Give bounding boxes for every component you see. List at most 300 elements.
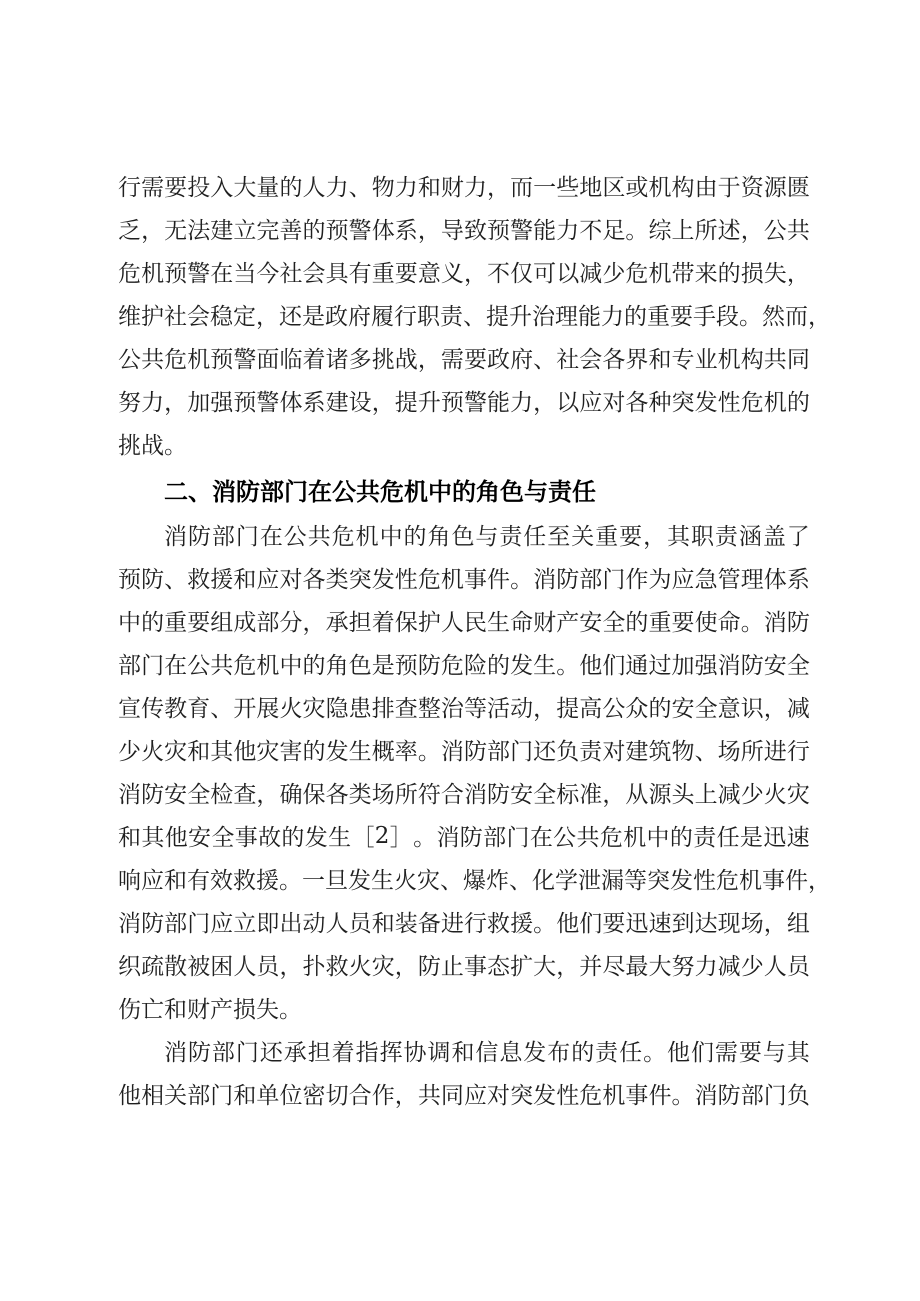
text-line (118, 336, 810, 379)
char: 生 (328, 825, 352, 851)
char: 是 (302, 304, 325, 330)
char: 要 (187, 610, 211, 636)
char: 疏 (141, 954, 165, 980)
char: 迅 (625, 911, 649, 937)
char: 或 (625, 175, 649, 201)
char: 装 (394, 911, 418, 937)
char: 现 (717, 911, 741, 937)
char: 力 (463, 175, 487, 201)
char: 管 (717, 567, 741, 593)
char: 责 (595, 1040, 619, 1066)
char: 机 (187, 347, 211, 373)
char: 应 (141, 868, 164, 894)
char: 。 (671, 1083, 695, 1109)
char: 负 (556, 739, 580, 765)
char: 需 (714, 1040, 738, 1066)
char: 手 (693, 304, 716, 330)
char: 还 (279, 304, 302, 330)
char: 的 (624, 304, 647, 330)
char: 迅 (763, 825, 787, 851)
char: 法 (187, 218, 211, 244)
char: 立 (233, 911, 257, 937)
char: 警 (256, 390, 280, 416)
char: 要 (671, 610, 695, 636)
char: 过 (648, 653, 672, 679)
text-line: 伤亡和财产损失。 (118, 997, 302, 1023)
char: 到 (671, 911, 695, 937)
char: 其 (786, 1040, 810, 1066)
char: 财 (533, 610, 557, 636)
char: 应 (463, 1083, 487, 1109)
char: 所 (694, 218, 718, 244)
text-line (118, 599, 810, 642)
char: 他 (233, 739, 257, 765)
char: 防 (141, 911, 165, 937)
char: 体 (763, 567, 787, 593)
char: 述 (717, 218, 741, 244)
char: 各 (325, 782, 349, 808)
char: 、 (694, 739, 718, 765)
section-heading-fire-department-role (118, 468, 810, 511)
char: 减 (786, 696, 810, 722)
char: 筑 (648, 739, 672, 765)
char: 产 (556, 610, 580, 636)
char: 的 (302, 218, 326, 244)
char: 展 (256, 696, 280, 722)
char: 防 (459, 825, 483, 851)
char: 危 (164, 347, 188, 373)
char: 和 (648, 347, 672, 373)
char: ， (394, 954, 418, 980)
char: 人 (763, 954, 787, 980)
char: 承 (325, 610, 349, 636)
char: 的 (625, 610, 649, 636)
char: 门 (763, 1083, 787, 1109)
char: 而 (510, 175, 534, 201)
char: ， (740, 218, 764, 244)
char: 消 (694, 1083, 718, 1109)
char: 物 (371, 175, 395, 201)
char: 出 (279, 911, 303, 937)
char: 府 (348, 304, 371, 330)
char: 防 (556, 567, 580, 593)
char: 机 (355, 524, 379, 550)
char: 的 (648, 696, 672, 722)
char: 职 (417, 304, 440, 330)
char: ， (556, 954, 580, 980)
text-line (118, 250, 810, 293)
char: 相 (141, 1083, 165, 1109)
char: 防 (187, 1040, 211, 1066)
char: 力 (325, 175, 349, 201)
char: 机 (763, 390, 787, 416)
char: 险 (463, 653, 487, 679)
char: 着 (371, 610, 395, 636)
char: 力 (556, 218, 580, 244)
text-line (118, 728, 810, 771)
char: 全 (786, 653, 810, 679)
char: 困 (210, 954, 234, 980)
text-line (118, 1072, 810, 1115)
char: 不 (579, 218, 603, 244)
char: 还 (533, 739, 557, 765)
text-line (118, 293, 831, 336)
char: 要 (164, 175, 188, 201)
char: 和 (187, 739, 211, 765)
char: 色 (451, 524, 475, 550)
char: 、 (440, 868, 463, 894)
char: 部 (187, 1083, 211, 1109)
char: 场 (740, 911, 764, 937)
char: 构 (671, 175, 695, 201)
char: 一 (533, 175, 557, 201)
char: 可 (533, 261, 557, 287)
char: 乏 (118, 218, 141, 244)
char: 援 (210, 567, 234, 593)
char: 意 (417, 261, 441, 287)
char: 率 (394, 739, 418, 765)
char: 些 (556, 175, 580, 201)
char: 动 (302, 911, 326, 937)
char: 效 (210, 868, 233, 894)
char: 机 (256, 653, 280, 679)
char: 分 (279, 610, 303, 636)
char: 提 (486, 304, 509, 330)
char: 援 (510, 911, 534, 937)
char: 战 (394, 347, 418, 373)
char: 为 (648, 567, 672, 593)
char: 防 (717, 1083, 741, 1109)
char: 投 (187, 175, 211, 201)
document-text-block (118, 164, 831, 1115)
char: 升 (509, 304, 532, 330)
char: ， (602, 782, 626, 808)
char: 即 (256, 911, 280, 937)
char: 消 (164, 524, 187, 550)
char: 入 (210, 175, 234, 201)
char: 减 (579, 261, 603, 287)
char: 完 (256, 218, 280, 244)
char: 诸 (325, 347, 349, 373)
text-line (118, 900, 810, 943)
char: 府 (510, 347, 534, 373)
char: 重 (648, 610, 672, 636)
char: 其 (141, 825, 165, 851)
char: ， (256, 782, 280, 808)
char: 场 (717, 739, 741, 765)
char: 会 (187, 304, 210, 330)
char: 安 (188, 825, 212, 851)
char: 人 (233, 954, 257, 980)
char: ［ (351, 825, 375, 851)
text-line (118, 556, 810, 599)
char: 各 (302, 567, 326, 593)
char: 化 (532, 868, 555, 894)
char: 任 (716, 825, 740, 851)
char: 减 (717, 782, 741, 808)
char: 学 (555, 868, 578, 894)
char: 安 (510, 782, 534, 808)
char: 警 (348, 218, 372, 244)
char: 机 (141, 261, 165, 287)
char: 速 (786, 825, 810, 851)
char: 人 (440, 610, 464, 636)
char: 财 (440, 175, 464, 201)
char: 物 (671, 739, 695, 765)
char: 以 (556, 390, 580, 416)
char: 盖 (762, 524, 786, 550)
char: 的 (281, 825, 305, 851)
char: 一 (302, 868, 325, 894)
char: 应 (671, 567, 695, 593)
heading-line: 二、消防部门在公共危机中的角色与责任 (164, 478, 596, 506)
char: 布 (547, 1040, 571, 1066)
char: 担 (348, 610, 372, 636)
char: 们 (690, 1040, 714, 1066)
char: 机 (440, 567, 464, 593)
char: 力 (694, 954, 718, 980)
char: 建 (210, 218, 234, 244)
char: 急 (694, 567, 718, 593)
char: 少 (602, 261, 626, 287)
char: 职 (690, 524, 714, 550)
char: 符 (417, 782, 441, 808)
char: 任 (523, 524, 547, 550)
char: ， (141, 218, 165, 244)
char: 政 (487, 347, 510, 373)
char: 单 (256, 1083, 280, 1109)
char: 强 (694, 653, 718, 679)
char: 灾 (786, 782, 810, 808)
char: ， (533, 390, 557, 416)
text-line (118, 943, 810, 986)
char: ， (302, 610, 326, 636)
char: 区 (602, 175, 626, 201)
char: 灾 (302, 696, 326, 722)
char: 灾 (164, 739, 188, 765)
char: 中 (379, 524, 403, 550)
char: 中 (118, 610, 141, 636)
char: 排 (371, 696, 395, 722)
char: 旦 (325, 868, 348, 894)
char: 防 (141, 782, 165, 808)
char: 事 (234, 825, 258, 851)
char: 查 (394, 696, 418, 722)
char: 高 (579, 696, 603, 722)
char: 备 (417, 911, 441, 937)
char: 消 (763, 610, 787, 636)
char: 切 (325, 1083, 349, 1109)
char: 门 (235, 524, 259, 550)
char: 部 (579, 567, 603, 593)
char: 行 (118, 175, 141, 201)
char: 响 (118, 868, 141, 894)
char: 机 (648, 175, 672, 201)
char: 门 (141, 653, 165, 679)
char: 泄 (578, 868, 601, 894)
char: 其 (667, 524, 691, 550)
char: 部 (211, 1040, 235, 1066)
char: 少 (118, 739, 141, 765)
char: 提 (394, 390, 418, 416)
char: 检 (210, 782, 234, 808)
char: 升 (417, 390, 441, 416)
char: 头 (671, 782, 695, 808)
char: 发 (533, 1083, 557, 1109)
char: 门 (602, 567, 626, 593)
char: 作 (371, 1083, 395, 1109)
char: 重 (164, 610, 188, 636)
char: ， (533, 696, 557, 722)
char: 系 (786, 567, 810, 593)
char: ， (256, 304, 279, 330)
char: 人 (302, 175, 326, 201)
char: 。 (643, 1040, 667, 1066)
char: 危 (625, 261, 649, 287)
char: 准 (579, 782, 603, 808)
char: 大 (233, 175, 257, 201)
char: 稳 (210, 304, 233, 330)
char: 扑 (302, 954, 326, 980)
char: 失 (763, 261, 787, 287)
char: 救 (187, 567, 211, 593)
char: 消 (436, 825, 460, 851)
char: 在 (164, 653, 188, 679)
char: 当 (233, 261, 257, 287)
char: 安 (164, 782, 188, 808)
char: 部 (483, 825, 507, 851)
char: 需 (141, 175, 165, 201)
char: 少 (740, 782, 764, 808)
char: 建 (325, 390, 349, 416)
char: 被 (187, 954, 211, 980)
char: 防 (187, 524, 211, 550)
char: 救 (487, 911, 510, 937)
char: 重 (647, 304, 670, 330)
char: 加 (671, 653, 695, 679)
char: 密 (302, 1083, 326, 1109)
paragraph-crisis-warning-continuation (118, 164, 831, 465)
char: 提 (556, 696, 580, 722)
char: 公 (187, 653, 211, 679)
char: 灾 (256, 739, 280, 765)
char: 善 (279, 218, 303, 244)
char: 设 (348, 390, 372, 416)
char: 门 (210, 1083, 234, 1109)
char: 有 (348, 261, 372, 287)
char: 警 (233, 347, 257, 373)
char: 公 (283, 524, 307, 550)
char: 生 (348, 739, 372, 765)
char: 预 (325, 218, 349, 244)
char: 通 (625, 653, 649, 679)
char: 共 (307, 524, 331, 550)
char: 从 (625, 782, 649, 808)
char: 防 (463, 739, 487, 765)
char: 护 (417, 610, 441, 636)
char: 承 (283, 1040, 307, 1066)
char: 事 (463, 954, 487, 980)
char: 预 (118, 567, 141, 593)
char: 生 (487, 610, 510, 636)
char: 加 (187, 390, 211, 416)
char: 源 (763, 175, 787, 201)
char: 负 (786, 1083, 810, 1109)
char: 要 (670, 304, 693, 330)
char: 员 (256, 954, 280, 980)
char: 机 (739, 868, 762, 894)
char: 火 (763, 782, 787, 808)
char: 机 (648, 261, 672, 287)
char: 和 (118, 825, 141, 851)
char: ， (417, 347, 441, 373)
char: 专 (671, 347, 695, 373)
char: 安 (671, 696, 695, 722)
char: 扩 (510, 954, 534, 980)
char: 活 (487, 696, 510, 722)
char: 量 (256, 175, 280, 201)
text-line (118, 814, 810, 857)
char: ， (487, 175, 510, 201)
char: 力 (510, 390, 534, 416)
char: 消 (440, 739, 464, 765)
char: 安 (579, 610, 603, 636)
char: 。 (740, 610, 764, 636)
char: 成 (233, 610, 257, 636)
char: 能 (487, 390, 510, 416)
char: 的 (487, 653, 510, 679)
char: 确 (279, 782, 303, 808)
char: 共 (417, 1083, 441, 1109)
char: 匮 (786, 175, 810, 201)
char: 众 (625, 696, 649, 722)
char: 公 (602, 696, 626, 722)
char: 损 (740, 261, 764, 287)
char: 行 (394, 304, 417, 330)
char: 组 (786, 911, 810, 937)
char: 消 (463, 782, 487, 808)
char: ， (763, 696, 787, 722)
char: 仅 (510, 261, 534, 287)
char: 无 (164, 218, 188, 244)
char: 。 (279, 868, 302, 894)
char: 不 (487, 261, 510, 287)
char: 预 (394, 653, 418, 679)
char: 和 (417, 175, 441, 201)
char: 涵 (738, 524, 762, 550)
char: 他 (579, 653, 603, 679)
char: 在 (529, 825, 553, 851)
char: 责 (579, 739, 603, 765)
char: 体 (371, 218, 395, 244)
char: 以 (556, 261, 580, 287)
char: 发 (325, 739, 349, 765)
char: 发 (510, 653, 534, 679)
char: 的 (279, 175, 303, 201)
char: 对 (602, 390, 626, 416)
char: 能 (578, 304, 601, 330)
char: 共 (763, 347, 787, 373)
char: 重 (595, 524, 619, 550)
char: 义 (440, 261, 464, 287)
char: 部 (256, 610, 280, 636)
char: 性 (693, 868, 716, 894)
char: 同 (786, 347, 810, 373)
char: 应 (210, 911, 234, 937)
char: 于 (717, 175, 741, 201)
char: 警 (510, 218, 534, 244)
char: 责 (440, 304, 463, 330)
